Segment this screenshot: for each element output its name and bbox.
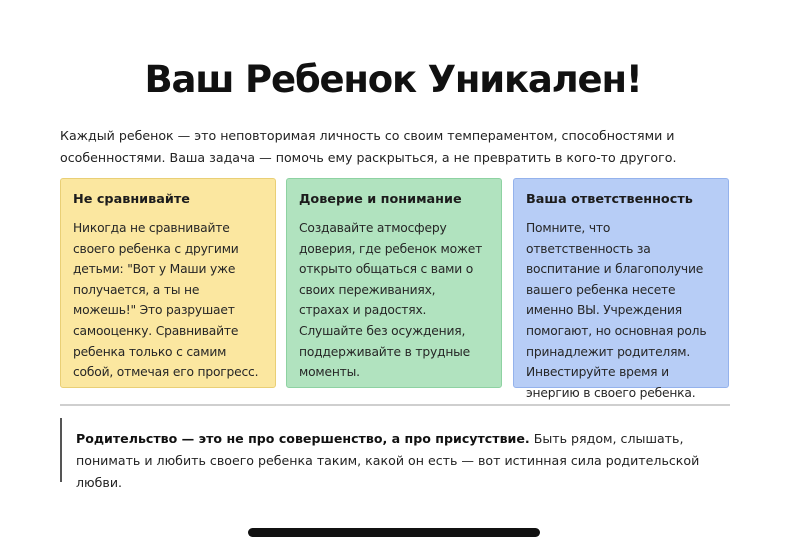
card-title: Ваша ответственность bbox=[526, 192, 693, 207]
page-title: Ваш Ребенок Уникален! bbox=[144, 58, 642, 101]
card-no-comparison bbox=[60, 178, 276, 388]
section-divider bbox=[60, 404, 730, 406]
card-trust-understanding bbox=[286, 178, 502, 388]
quote-emphasis: Родительство — это не про совершенство, а про присутствие. bbox=[76, 431, 530, 446]
card-title: Не сравнивайте bbox=[73, 192, 190, 207]
card-responsibility bbox=[513, 178, 729, 400]
card-title: Доверие и понимание bbox=[299, 192, 462, 207]
card-text: Никогда не сравнивайте своего ребенка с другими детьми: "Вот у Маши уже получается, а ты не можешь!" Это разрушает самооценку. Сравнивайте ребенка только с самим собой, отмечая его прогресс. bbox=[73, 221, 259, 380]
home-indicator[interactable] bbox=[248, 528, 540, 537]
card-text: Помните, что ответственность за воспитание и благополучие вашего ребенка несете именно ВЫ. Учреждения помогают, но основная роль принадлежит родителям. Инвестируйте время и энергию в своего ребенка. bbox=[526, 221, 707, 400]
quote-text: Быть рядом, слышать, понимать и любить своего ребенка таким, какой он есть — вот истинная сила родительской любви. bbox=[76, 431, 700, 490]
blockquote bbox=[60, 418, 730, 490]
intro-paragraph: Каждый ребенок — это неповторимая личность со своим темпераментом, способностями и особенностями. Ваша задача — помочь ему раскрыться, а не превратить в кого-то другого. bbox=[60, 128, 677, 165]
card-text: Создавайте атмосферу доверия, где ребенок может открыто общаться с вами о своих переживаниях, страхах и радостях. Слушайте без осуждения, поддерживайте в трудные моменты. bbox=[299, 221, 483, 380]
